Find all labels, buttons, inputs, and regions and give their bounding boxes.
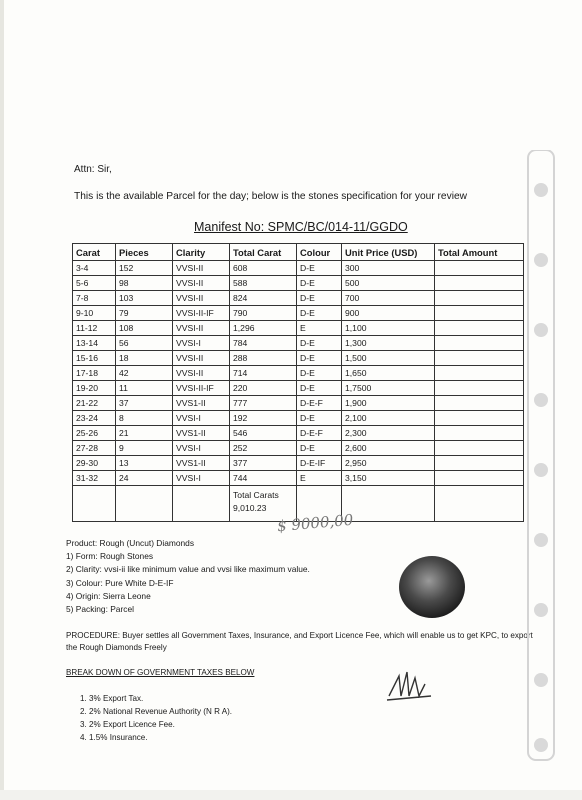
signature bbox=[385, 666, 435, 706]
cell-total-amount bbox=[435, 426, 524, 441]
cell-clarity: VVSI-II bbox=[173, 321, 230, 336]
cell-unit-price: 300 bbox=[342, 261, 435, 276]
cell-carat: 13-14 bbox=[73, 336, 116, 351]
cell-clarity: VVSI-II bbox=[173, 261, 230, 276]
cell-total-carat: 220 bbox=[230, 381, 297, 396]
product-line: Product: Rough (Uncut) Diamonds bbox=[66, 538, 195, 548]
col-header-unit-price: Unit Price (USD) bbox=[342, 244, 435, 261]
cell-colour: D-E bbox=[297, 366, 342, 381]
cell-clarity: VVSI-II bbox=[173, 351, 230, 366]
cell-pieces: 13 bbox=[116, 456, 173, 471]
cell-carat: 21-22 bbox=[73, 396, 116, 411]
spec-colour: 3) Colour: Pure White D-E-IF bbox=[66, 577, 174, 588]
vertical-watermark bbox=[520, 150, 570, 770]
cell-total-amount bbox=[435, 306, 524, 321]
page-edge bbox=[0, 0, 4, 800]
salutation: Attn: Sir, bbox=[74, 164, 112, 175]
cell-unit-price: 700 bbox=[342, 291, 435, 306]
cell-unit-price: 500 bbox=[342, 276, 435, 291]
cell-carat: 9-10 bbox=[73, 306, 116, 321]
cell-total-carat: 714 bbox=[230, 366, 297, 381]
cell-pieces: 152 bbox=[116, 261, 173, 276]
cell-unit-price: 2,300 bbox=[342, 426, 435, 441]
cell-pieces: 56 bbox=[116, 336, 173, 351]
manifest-number: Manifest No: SPMC/BC/014-11/GGDO bbox=[194, 220, 408, 234]
cell-clarity: VVSI-II bbox=[173, 366, 230, 381]
cell-pieces: 42 bbox=[116, 366, 173, 381]
table-row bbox=[73, 396, 524, 411]
cell-carat: 27-28 bbox=[73, 441, 116, 456]
table-row bbox=[73, 321, 524, 336]
cell-total-amount bbox=[435, 471, 524, 486]
cell-clarity: VVSI-I bbox=[173, 471, 230, 486]
cell-carat: 17-18 bbox=[73, 366, 116, 381]
cell-clarity: VVSI-I bbox=[173, 336, 230, 351]
cell-unit-price: 1,650 bbox=[342, 366, 435, 381]
cell-total-amount bbox=[435, 456, 524, 471]
cell-total-carat: 377 bbox=[230, 456, 297, 471]
intro-text: This is the available Parcel for the day; below is the stones specification for your review bbox=[74, 191, 467, 202]
cell-total-amount bbox=[435, 366, 524, 381]
col-header-total-amount: Total Amount bbox=[435, 244, 524, 261]
tax-list bbox=[80, 692, 232, 744]
tax-item: 4. 1.5% Insurance. bbox=[80, 733, 148, 742]
table-row bbox=[73, 366, 524, 381]
cell-colour: D-E bbox=[297, 291, 342, 306]
cell-unit-price: 1,100 bbox=[342, 321, 435, 336]
cell-total-amount bbox=[435, 291, 524, 306]
spec-packing: 5) Packing: Parcel bbox=[66, 604, 134, 615]
cell-carat: 15-16 bbox=[73, 351, 116, 366]
cell-total-carat: 546 bbox=[230, 426, 297, 441]
cell-unit-price: 1,900 bbox=[342, 396, 435, 411]
dark-seal-stamp bbox=[397, 554, 467, 620]
table-row bbox=[73, 291, 524, 306]
table-header-row bbox=[73, 244, 524, 261]
cell-unit-price: 2,950 bbox=[342, 456, 435, 471]
table-row bbox=[73, 381, 524, 396]
empty-cell bbox=[116, 486, 173, 522]
empty-cell bbox=[342, 486, 435, 522]
cell-unit-price: 1,300 bbox=[342, 336, 435, 351]
total-carats-value: 9,010.23 bbox=[233, 503, 267, 513]
cell-total-amount bbox=[435, 441, 524, 456]
tax-item: 1. 3% Export Tax. bbox=[80, 694, 144, 703]
cell-total-carat: 784 bbox=[230, 336, 297, 351]
cell-total-amount bbox=[435, 321, 524, 336]
cell-carat: 3-4 bbox=[73, 261, 116, 276]
empty-cell bbox=[73, 486, 116, 522]
cell-pieces: 18 bbox=[116, 351, 173, 366]
table-row bbox=[73, 276, 524, 291]
cell-colour: D-E bbox=[297, 351, 342, 366]
table-row bbox=[73, 426, 524, 441]
cell-colour: E bbox=[297, 321, 342, 336]
cell-total-amount bbox=[435, 381, 524, 396]
table-row bbox=[73, 471, 524, 486]
cell-colour: D-E bbox=[297, 306, 342, 321]
cell-pieces: 98 bbox=[116, 276, 173, 291]
cell-unit-price: 900 bbox=[342, 306, 435, 321]
cell-clarity: VVS1-II bbox=[173, 456, 230, 471]
tax-item: 3. 2% Export Licence Fee. bbox=[80, 720, 175, 729]
cell-pieces: 8 bbox=[116, 411, 173, 426]
stones-table bbox=[72, 243, 524, 522]
empty-cell bbox=[435, 486, 524, 522]
tax-item: 2. 2% National Revenue Authority (N R A). bbox=[80, 707, 233, 716]
cell-colour: E bbox=[297, 471, 342, 486]
table-row bbox=[73, 441, 524, 456]
product-spec bbox=[66, 537, 310, 616]
cell-pieces: 103 bbox=[116, 291, 173, 306]
cell-colour: D-E-F bbox=[297, 426, 342, 441]
cell-total-carat: 608 bbox=[230, 261, 297, 276]
cell-unit-price: 2,600 bbox=[342, 441, 435, 456]
cell-total-amount bbox=[435, 396, 524, 411]
cell-carat: 23-24 bbox=[73, 411, 116, 426]
spec-origin: 4) Origin: Sierra Leone bbox=[66, 590, 151, 601]
cell-carat: 29-30 bbox=[73, 456, 116, 471]
cell-colour: D-E bbox=[297, 411, 342, 426]
col-header-colour: Colour bbox=[297, 244, 342, 261]
cell-unit-price: 1,7500 bbox=[342, 381, 435, 396]
cell-clarity: VVSI-II bbox=[173, 276, 230, 291]
col-header-pieces: Pieces bbox=[116, 244, 173, 261]
cell-clarity: VVSI-II-IF bbox=[173, 381, 230, 396]
cell-colour: D-E bbox=[297, 381, 342, 396]
cell-pieces: 79 bbox=[116, 306, 173, 321]
cell-clarity: VVS1-II bbox=[173, 396, 230, 411]
cell-clarity: VVS1-II bbox=[173, 426, 230, 441]
cell-unit-price: 1,500 bbox=[342, 351, 435, 366]
cell-total-carat: 824 bbox=[230, 291, 297, 306]
table-row bbox=[73, 411, 524, 426]
cell-carat: 19-20 bbox=[73, 381, 116, 396]
cell-clarity: VVSI-I bbox=[173, 441, 230, 456]
table-row bbox=[73, 336, 524, 351]
cell-total-carat: 777 bbox=[230, 396, 297, 411]
cell-total-amount bbox=[435, 276, 524, 291]
cell-colour: D-E bbox=[297, 336, 342, 351]
col-header-total-carat: Total Carat bbox=[230, 244, 297, 261]
cell-total-carat: 744 bbox=[230, 471, 297, 486]
spec-clarity: 2) Clarity: vvsi-ii like minimum value and vvsi like maximum value. bbox=[66, 564, 310, 575]
table-body bbox=[73, 261, 524, 522]
cell-total-amount bbox=[435, 336, 524, 351]
cell-total-carat: 288 bbox=[230, 351, 297, 366]
table-row bbox=[73, 306, 524, 321]
tax-breakdown-title: BREAK DOWN OF GOVERNMENT TAXES BELOW bbox=[66, 668, 255, 677]
spec-form: 1) Form: Rough Stones bbox=[66, 551, 154, 562]
cell-unit-price: 2,100 bbox=[342, 411, 435, 426]
empty-cell bbox=[173, 486, 230, 522]
cell-total-carat: 1,296 bbox=[230, 321, 297, 336]
cell-carat: 5-6 bbox=[73, 276, 116, 291]
cell-pieces: 37 bbox=[116, 396, 173, 411]
cell-pieces: 11 bbox=[116, 381, 173, 396]
cell-total-carat: 588 bbox=[230, 276, 297, 291]
cell-total-carat: 790 bbox=[230, 306, 297, 321]
handwritten-amount: $ 9000,00 bbox=[276, 510, 354, 536]
cell-pieces: 24 bbox=[116, 471, 173, 486]
table-row bbox=[73, 261, 524, 276]
col-header-carat: Carat bbox=[73, 244, 116, 261]
cell-pieces: 21 bbox=[116, 426, 173, 441]
cell-colour: D-E-F bbox=[297, 396, 342, 411]
table-row bbox=[73, 351, 524, 366]
table-row bbox=[73, 456, 524, 471]
cell-clarity: VVSI-II-IF bbox=[173, 306, 230, 321]
cell-carat: 25-26 bbox=[73, 426, 116, 441]
cell-colour: D-E bbox=[297, 276, 342, 291]
cell-pieces: 108 bbox=[116, 321, 173, 336]
cell-colour: D-E bbox=[297, 261, 342, 276]
cell-total-carat: 192 bbox=[230, 411, 297, 426]
cell-carat: 7-8 bbox=[73, 291, 116, 306]
cell-colour: D-E bbox=[297, 441, 342, 456]
cell-clarity: VVSI-II bbox=[173, 291, 230, 306]
cell-colour: D-E-IF bbox=[297, 456, 342, 471]
total-carats-label: Total Carats bbox=[233, 490, 279, 500]
col-header-clarity: Clarity bbox=[173, 244, 230, 261]
cell-carat: 11-12 bbox=[73, 321, 116, 336]
cell-total-amount bbox=[435, 261, 524, 276]
cell-total-carat: 252 bbox=[230, 441, 297, 456]
cell-total-amount bbox=[435, 411, 524, 426]
procedure-text: PROCEDURE: Buyer settles all Government Taxes, Insurance, and Export Licence Fee, which will enable us to get KPC, to export the Rough Diamonds Freely bbox=[66, 631, 533, 652]
cell-unit-price: 3,150 bbox=[342, 471, 435, 486]
cell-total-amount bbox=[435, 351, 524, 366]
cell-clarity: VVSI-I bbox=[173, 411, 230, 426]
cell-carat: 31-32 bbox=[73, 471, 116, 486]
page-bottom-edge bbox=[0, 790, 582, 800]
cell-pieces: 9 bbox=[116, 441, 173, 456]
